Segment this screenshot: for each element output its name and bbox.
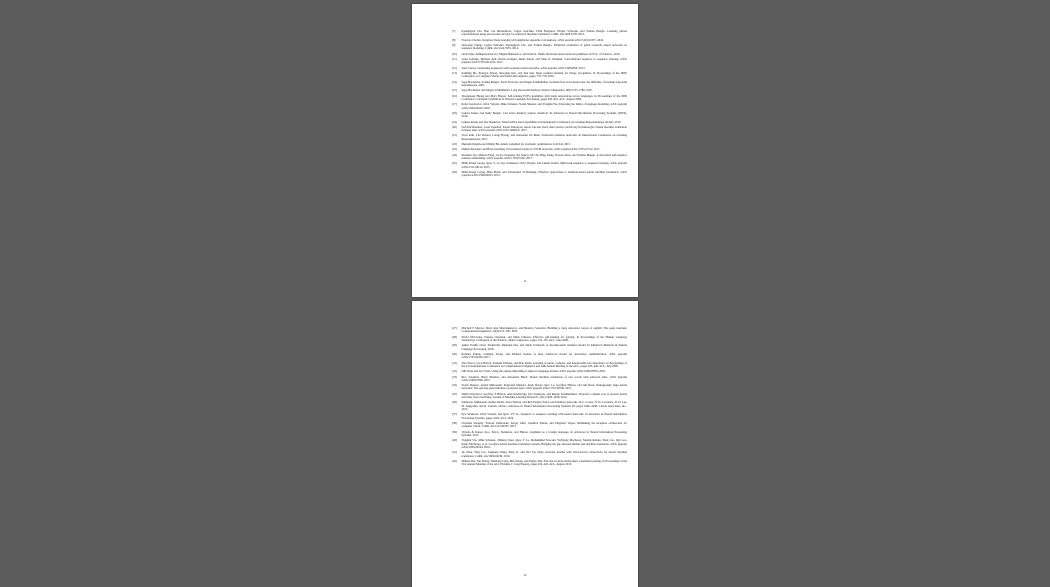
reference-entry [452, 413, 627, 420]
reference-text: Christian Szegedy, Vincent Vanhoucke, Sergey Ioffe, Jonathon Shlens, and Zbigniew Wojna. Rethinking the inception architecture for computer vision. CoRR, abs/1512.00567, 2015. [461, 421, 627, 429]
reference-number: [32] [452, 369, 457, 374]
reference-entry [452, 162, 627, 169]
reference-text: Slav Petrov, Leon Barrett, Romain Thibaux, and Dan Klein. Learning accurate, compact, and interpretable tree annotation. In Proceedings of the 21st International Conference on Computational Linguistics and 44th Annual Meeting of the ACL, pages 433–440. ACL, July 2006. [461, 360, 627, 368]
reference-number: [39] [452, 429, 457, 434]
reference-number: [33] [452, 374, 457, 379]
reference-number: [10] [452, 51, 457, 56]
reference-text: Minh-Thang Luong, Hieu Pham, and Christopher D Manning. Effective approaches to attention-based neural machine translation. arXiv preprint arXiv:1508.04025, 2015. [461, 170, 627, 178]
reference-text: Kyunghyun Cho, Bart van Merrienboer, Caglar Gulcehre, Fethi Bougares, Holger Schwenk, and Yoshua Bengio. Learning phrase representations using rnn encoder-decoder for statistical machine translation. CoRR, abs/1406.1078, 2014. [461, 29, 627, 37]
reference-text: Romain Paulus, Caiming Xiong, and Richard Socher. A deep reinforced model for abstractive summarization. arXiv preprint arXiv:1705.04304, 2017. [461, 351, 627, 360]
reference-text: Minh-Thang Luong, Quoc V. Le, Ilya Sutskever, Oriol Vinyals, and Lukasz Kaiser. Multi-task sequence to sequence learning. arXiv preprint arXiv:1511.06114, 2015. [461, 161, 627, 169]
reference-number: [13] [452, 70, 457, 75]
reference-number: [42] [452, 458, 457, 463]
reference-entry [452, 370, 627, 373]
reference-entry [452, 393, 627, 400]
reference-entry [452, 67, 627, 70]
reference-entry [452, 53, 627, 56]
reference-entry [452, 58, 627, 65]
reference-entry [452, 143, 627, 146]
reference-number: [29] [452, 343, 457, 348]
reference-text: Łukasz Kaiser and Samy Bengio. Can active memory replace attention? In Advances in Neural Information Processing Systems, (NIPS), 2016. [461, 110, 627, 119]
reference-number: [12] [452, 65, 457, 70]
reference-text: Kaiming He, Xiangyu Zhang, Shaoqing Ren, and Jian Sun. Deep residual learning for image recognition. In Proceedings of the IEEE Conference on Computer Vision and Pattern Recognition, pages 770–778, 2016. [461, 70, 627, 79]
reference-entry [452, 81, 627, 88]
page-number: 11 [523, 279, 527, 283]
reference-entry [452, 327, 627, 334]
reference-number: [11] [452, 56, 457, 61]
reference-number: [17] [452, 102, 457, 107]
reference-entry [452, 451, 627, 458]
reference-entry [452, 431, 627, 438]
reference-entry [452, 336, 627, 343]
reference-entry [452, 39, 627, 42]
reference-entry [452, 171, 627, 178]
reference-entry [452, 376, 627, 383]
reference-number: [25] [452, 161, 457, 166]
reference-entry [452, 126, 627, 133]
reference-entry [452, 422, 627, 429]
reference-text: Zhongqiang Huang and Mary Harper. Self-training PCFG grammars with latent annotations across languages. In Proceedings of the 2009 Conference on Empirical Methods in Natural Language Processing, pages 832–841. ACL, August 2009. [461, 93, 627, 101]
reference-number: [38] [452, 421, 457, 426]
reference-number: [35] [452, 391, 457, 396]
reference-text: Ofir Press and Lior Wolf. Using the output embedding to improve language models. arXiv preprint arXiv:1608.05859, 2016. [461, 369, 606, 374]
reference-entry [452, 344, 627, 351]
reference-text: Yoon Kim, Carl Denton, Luong Hoang, and Alexander M. Rush. Structured attention networks. In International Conference on Learning Representations, 2017. [461, 133, 627, 141]
reference-entry [452, 95, 627, 102]
reference-entry [452, 401, 627, 411]
reference-text: Ankur Parikh, Oscar Täckström, Dipanjan Das, and Jakob Uszkoreit. A decomposable attention model. In Empirical Methods in Natural Language Processing, 2016. [461, 343, 627, 351]
reference-entry [452, 89, 627, 92]
reference-list [452, 327, 627, 469]
reference-text: Junyoung Chung, Çaglar Gülçehre, Kyunghyun Cho, and Yoshua Bengio. Empirical evaluation of gated recurrent neural networks on sequence modeling. CoRR, abs/1412.3555, 2014. [461, 42, 627, 51]
document-page [412, 301, 638, 587]
reference-list [452, 30, 627, 180]
reference-text: Oleksii Kuchaiev and Boris Ginsburg. Factorization tricks for LSTM networks. arXiv preprint arXiv:1703.10722, 2017. [461, 147, 601, 152]
reference-text: Vinyals & Kaiser, Koo, Petrov, Sutskever, and Hinton. Grammar as a foreign language. In Advances in Neural Information Processing Systems, 2015. [461, 429, 627, 437]
reference-text: Sainbayar Sukhbaatar, Arthur Szlam, Jason Weston, and Rob Fergus. End-to-end memory networks. In C. Cortes, N. D. Lawrence, D. D. Lee, M. Sugiyama, and R. Garnett, editors, Advances in Neural Information Processing Systems 28, pages 2440–2448. Curran Associates, Inc., 2015. [461, 400, 627, 412]
reference-text: David McClosky, Eugene Charniak, and Mark Johnson. Effective self-training for parsing. In Proceedings of the Human Language Technology Conference of the NAACL, Main Conference, pages 152–159. ACL, June 2006. [461, 334, 627, 342]
reference-number: [16] [452, 93, 457, 98]
reference-text: Noam Shazeer, Azalia Mirhoseini, Krzysztof Maziarz, Andy Davis, Quoc Le, Geoffrey Hinton, and Jeff Dean. Outrageously large neural networks: The sparsely-gated mixture-of-experts layer. arXiv preprint arXiv:1701.06538, 2017. [461, 383, 627, 391]
reference-number: [26] [452, 170, 457, 175]
document-page [412, 4, 638, 297]
reference-text: Jonas Gehring, Michael Auli, David Grangier, Denis Yarats, and Yann N. Dauphin. Convolutional sequence to sequence learning. arXiv preprint arXiv:1705.03122v2, 2017. [461, 56, 627, 65]
reference-entry [452, 460, 627, 467]
reference-number: [31] [452, 360, 457, 365]
reference-number: [40] [452, 438, 457, 443]
reference-number: [19] [452, 119, 457, 124]
reference-number: [36] [452, 400, 457, 405]
reference-text: Ilya Sutskever, Oriol Vinyals, and Quoc VV Le. Sequence to sequence learning with neural networks. In Advances in Neural Information Processing Systems, pages 3104–3112, 2014. [461, 412, 627, 420]
reference-number: [23] [452, 147, 457, 152]
reference-number: [27] [452, 326, 457, 330]
reference-number: [28] [452, 334, 457, 339]
reference-entry [452, 112, 627, 119]
reference-number: [24] [452, 152, 457, 157]
reference-text: Muhua Zhu, Yue Zhang, Wenliang Chen, Min Zhang, and Jingbo Zhu. Fast and accurate shift-reduce constituent parsing. In Proceedings of the 51st Annual Meeting of the ACL (Volume 1: Long Papers), pages 434–443. ACL, August 2013. [461, 458, 627, 467]
reference-entry [452, 30, 627, 37]
reference-entry [452, 148, 627, 151]
reference-entry [452, 362, 627, 369]
reference-number: [20] [452, 124, 457, 129]
reference-entry [452, 384, 627, 391]
reference-number: [7] [452, 29, 456, 33]
reference-entry [452, 439, 627, 449]
reference-number: [21] [452, 133, 457, 138]
reference-text: Rico Sennrich, Barry Haddow, and Alexandra Birch. Neural machine translation of rare words with subword units. arXiv preprint arXiv:1508.07909, 2015. [461, 374, 627, 382]
reference-number: [18] [452, 110, 457, 115]
reference-text: Nal Kalchbrenner, Lasse Espeholt, Karen Simonyan, Aaron van den Oord, Alex Graves, and Koray Kavukcuoglu. Neural machine translation in linear time. arXiv preprint arXiv:1610.10099v2, 2017. [461, 124, 627, 133]
reference-entry [452, 121, 627, 124]
page-number: 12 [523, 573, 527, 577]
reference-text: Mitchell P Marcus, Mary Ann Marcinkiewicz, and Beatrice Santorini. Building a large annotated corpus of english: The penn treebank. Computational linguistics, 19(2):313–330, 1993. [461, 326, 627, 334]
reference-entry [452, 134, 627, 141]
reference-number: [30] [452, 351, 457, 356]
reference-number: [22] [452, 142, 457, 147]
reference-entry [452, 103, 627, 110]
reference-number: [14] [452, 79, 457, 84]
reference-text: Nitish Srivastava, Geoffrey E Hinton, Alex Krizhevsky, Ilya Sutskever, and Ruslan Salakhutdinov. Dropout: a simple way to prevent neural networks from overfitting. Journal of Machine Learning Research, 15(1):1929–1958, 2014. [461, 391, 627, 400]
reference-text: Rafal Jozefowicz, Oriol Vinyals, Mike Schuster, Noam Shazeer, and Yonghui Wu. Exploring the limits of language modeling. arXiv preprint arXiv:1602.02410, 2016. [461, 102, 627, 110]
reference-number: [15] [452, 88, 457, 93]
reference-text: Zhouhan Lin, Minwei Feng, Cicero Nogueira dos Santos, Mo Yu, Bing Xiang, Bowen Zhou, and Yoshua Bengio. A structured self-attentive sentence embedding. arXiv preprint arXiv:1703.03130, 2017. [461, 152, 627, 161]
reference-text: Jie Zhou, Ying Cao, Xuguang Wang, Peng Li, and Wei Xu. Deep recurrent models with fast-forward connections for neural machine translation. CoRR, abs/1606.04199, 2016. [461, 450, 627, 458]
reference-text: Alex Graves. Generating sequences with recurrent neural networks. arXiv preprint arXiv:1308.0850, 2013. [461, 65, 586, 70]
reference-text: Łukasz Kaiser and Ilya Sutskever. Neural GPUs learn algorithms. In International Conference on Learning Representations (ICLR), 2016. [461, 119, 622, 124]
reference-number: [9] [452, 42, 456, 47]
reference-entry [452, 353, 627, 360]
reference-text: Sepp Hochreiter and Jürgen Schmidhuber. Long short-term memory. Neural computation, 9(8):1735–1780, 1997. [461, 88, 593, 93]
reference-number: [41] [452, 450, 457, 455]
reference-number: [37] [452, 412, 457, 417]
reference-text: Chris Dyer, Adhiguna Kuncoro, Miguel Ballesteros, and Noah A. Smith. Recurrent neural network grammars. In Proc. of NAACL, 2016. [461, 51, 621, 56]
reference-entry [452, 72, 627, 79]
reference-entry [452, 44, 627, 51]
reference-number: [8] [452, 37, 456, 42]
reference-number: [34] [452, 383, 457, 388]
reference-text: Diederik Kingma and Jimmy Ba. Adam: A method for stochastic optimization. In ICLR, 2015. [461, 142, 571, 147]
reference-text: Sepp Hochreiter, Yoshua Bengio, Paolo Frasconi, and Jürgen Schmidhuber. Gradient flow in recurrent nets: the difficulty of learning long-term dependencies, 2001. [461, 79, 627, 87]
reference-text: Yonghui Wu, Mike Schuster, Zhifeng Chen, Quoc V Le, Mohammad Norouzi, Wolfgang Macherey, Maxim Krikun, Yuan Cao, Qin Gao, Klaus Macherey, et al. Google's neural machine translation system: Bridging the gap between human and machine translation. arXiv preprint arXiv:1609.08144, 2016. [461, 438, 627, 449]
reference-text: Francois Chollet. Xception: Deep learning with depthwise separable convolutions. arXiv preprint arXiv:1610.02357, 2016. [461, 37, 604, 42]
reference-entry [452, 154, 627, 161]
